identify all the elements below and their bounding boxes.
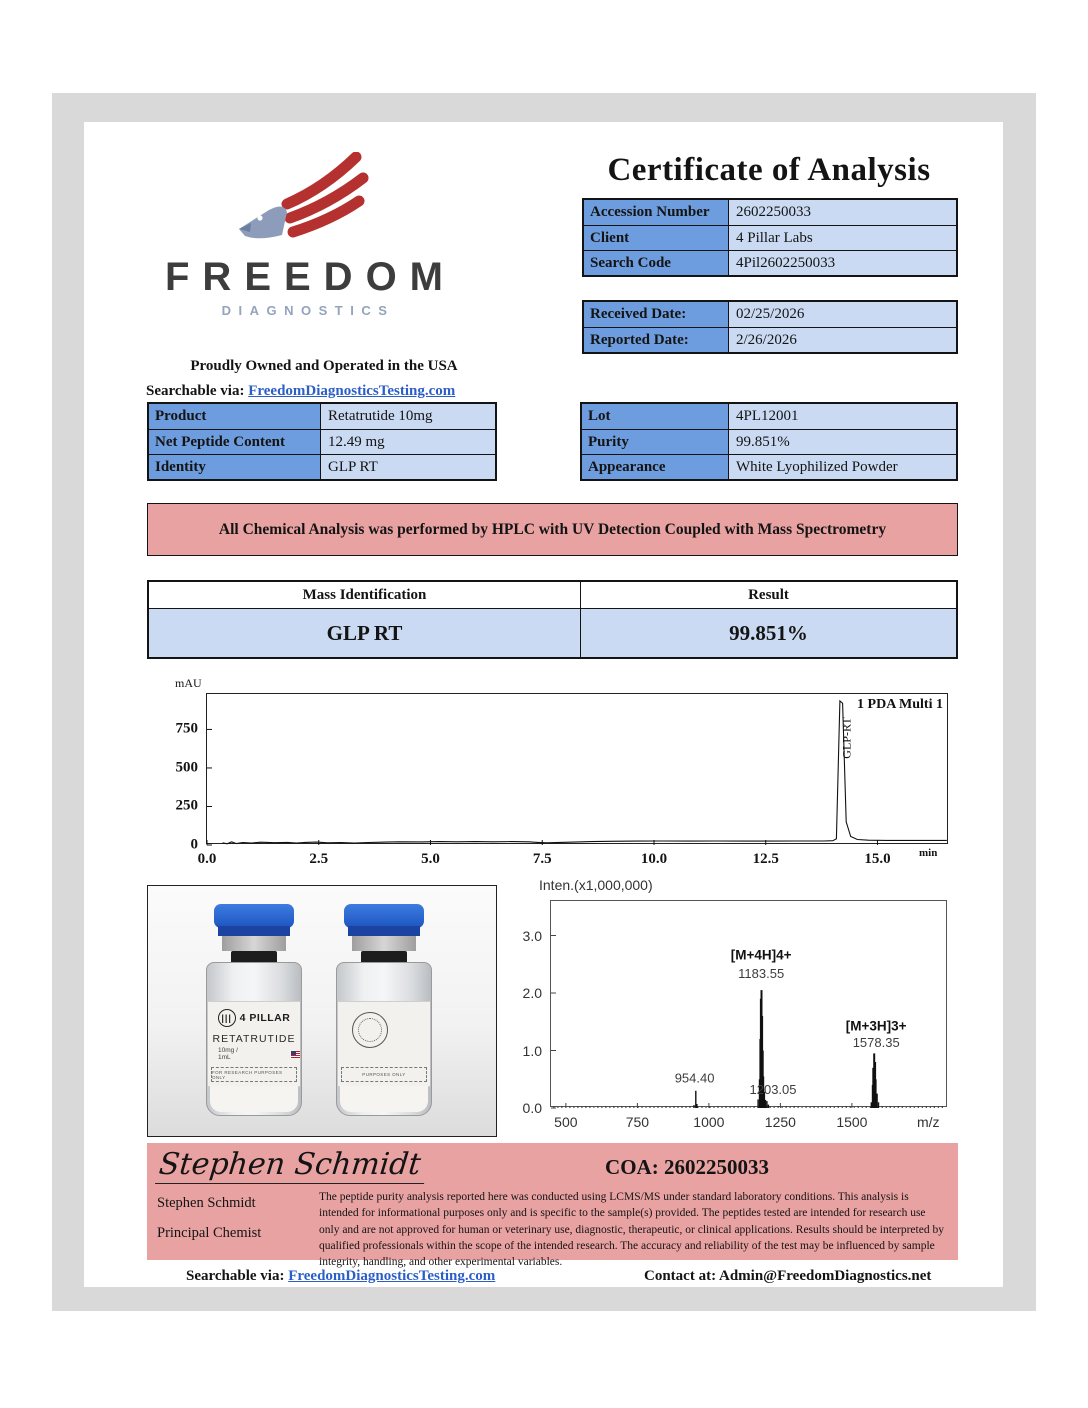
svg-text:1183.55: 1183.55 bbox=[738, 966, 785, 982]
vial-front bbox=[206, 904, 302, 1116]
footer-searchable-link[interactable]: FreedomDiagnosticsTesting.com bbox=[288, 1268, 496, 1284]
y-tick-label: 2.0 bbox=[522, 985, 542, 1001]
chromatogram-y-axis-label: mAU bbox=[175, 676, 202, 690]
svg-text:[M+4H]4+: [M+4H]4+ bbox=[730, 947, 792, 963]
disclaimer-text: The peptide purity analysis reported here was conducted using LCMS/MS under standard laboratory conditions. This analysis is intended for informational purposes only and is specific to the sample(s) provided. The peptides tested are intended for research use only and are not approved for human or veterinary use, diagnostic, therapeutic, or clinical applications. Results should be interpreted by qualified professionals within the scope of the intended research. The accuracy and reliability of the test may be influenced by sample integrity, handling, and other experimental variables. bbox=[319, 1191, 944, 1269]
y-tick-label: 1.0 bbox=[522, 1042, 542, 1059]
y-tick-label: 0.0 bbox=[522, 1100, 542, 1116]
row-value: 4 Pillar Labs bbox=[729, 226, 956, 250]
row-label: Reported Date: bbox=[584, 328, 729, 352]
row-value: 2602250033 bbox=[729, 200, 956, 225]
seal-icon bbox=[352, 1012, 388, 1048]
table-row bbox=[584, 327, 956, 352]
row-label: Appearance bbox=[582, 455, 729, 479]
mass-table-row bbox=[149, 608, 956, 657]
vial-back-label bbox=[338, 1001, 430, 1087]
x-tick-label: 5.0 bbox=[421, 851, 440, 867]
lyophilized-powder bbox=[340, 1086, 428, 1112]
vial-research-note: FOR RESEARCH PURPOSES ONLY bbox=[211, 1067, 297, 1082]
product-vials-photo bbox=[147, 885, 497, 1137]
vial-back bbox=[336, 904, 432, 1116]
eagle-logo-icon bbox=[229, 152, 379, 248]
x-tick-label: 2.5 bbox=[309, 851, 329, 867]
vial-crimp bbox=[222, 936, 286, 951]
footer-searchable bbox=[186, 1268, 495, 1285]
table-row bbox=[149, 454, 495, 479]
row-value: 99.851% bbox=[729, 430, 956, 454]
footer-contact: Contact at: Admin@FreedomDiagnostics.net bbox=[644, 1268, 932, 1284]
y-tick-label: 500 bbox=[175, 759, 198, 776]
table-row bbox=[584, 250, 956, 275]
svg-text:1578.35: 1578.35 bbox=[852, 1035, 900, 1051]
column-header: Mass Identification bbox=[149, 582, 581, 608]
row-value: White Lyophilized Powder bbox=[729, 455, 956, 479]
lot-table bbox=[580, 402, 958, 481]
chemist-name: Stephen Schmidt bbox=[157, 1195, 256, 1211]
vial-cap-rim bbox=[218, 926, 290, 936]
signature-script: Stephen Schmidt bbox=[155, 1147, 428, 1184]
vial-dose: 10mg / 1mL bbox=[218, 1047, 238, 1061]
table-row bbox=[582, 454, 956, 479]
dates-table bbox=[582, 300, 958, 354]
row-label: Accession Number bbox=[584, 200, 729, 225]
svg-text:[M+3H]3+: [M+3H]3+ bbox=[845, 1018, 907, 1034]
vial-product-name: RETATRUTIDE bbox=[212, 1033, 296, 1045]
table-row bbox=[149, 429, 495, 454]
coa-number: COA: 2602250033 bbox=[605, 1155, 769, 1179]
mass-identification-table bbox=[147, 580, 958, 659]
chromatogram-plot bbox=[207, 694, 949, 845]
x-tick-label: 750 bbox=[625, 1114, 650, 1130]
x-tick-label: 7.5 bbox=[532, 851, 552, 867]
svg-text:954.40: 954.40 bbox=[674, 1070, 715, 1086]
brand-subtitle: DIAGNOSTICS bbox=[221, 303, 395, 318]
page-title: Certificate of Analysis bbox=[607, 152, 931, 188]
mass-table-header bbox=[149, 582, 956, 608]
svg-text:GLP-RT: GLP-RT bbox=[839, 717, 854, 759]
x-tick-label: 15.0 bbox=[864, 851, 891, 867]
vial-body bbox=[206, 962, 302, 1116]
row-label: Product bbox=[149, 404, 321, 429]
searchable-link[interactable]: FreedomDiagnosticsTesting.com bbox=[248, 383, 456, 399]
table-row bbox=[582, 429, 956, 454]
product-table bbox=[147, 402, 497, 481]
analysis-method-banner: All Chemical Analysis was performed by HPLC with UV Detection Coupled with Mass Spectrometry bbox=[147, 503, 958, 556]
row-value: 4PL12001 bbox=[729, 404, 956, 429]
mass-id-value: GLP RT bbox=[149, 609, 581, 657]
vial-brand: 4 PILLAR bbox=[239, 1012, 291, 1024]
x-tick-label: 1500 bbox=[836, 1114, 868, 1130]
chromatogram-x-axis-label: min bbox=[919, 847, 938, 859]
mass-spectrum-chart bbox=[522, 877, 947, 1130]
table-row bbox=[584, 200, 956, 225]
x-tick-label: 1250 bbox=[764, 1114, 796, 1130]
certificate-page bbox=[84, 122, 1003, 1287]
x-tick-label: 1000 bbox=[693, 1114, 725, 1130]
x-tick-label: 10.0 bbox=[640, 851, 668, 867]
x-tick-label: 500 bbox=[554, 1114, 578, 1130]
table-row bbox=[584, 225, 956, 250]
row-label: Lot bbox=[582, 404, 729, 429]
spectrum-plot bbox=[551, 901, 948, 1108]
row-value: 2/26/2026 bbox=[729, 328, 956, 352]
row-label: Identity bbox=[149, 455, 321, 479]
spectrum-y-axis-label: Inten.(x1,000,000) bbox=[539, 877, 653, 893]
hplc-chromatogram-chart bbox=[175, 676, 948, 867]
x-tick-label: 0.0 bbox=[197, 851, 217, 867]
company-logo bbox=[144, 152, 464, 318]
signature-block bbox=[147, 1143, 958, 1269]
lyophilized-powder bbox=[210, 1086, 298, 1112]
table-row bbox=[149, 404, 495, 429]
svg-text:1203.05: 1203.05 bbox=[749, 1082, 797, 1098]
x-tick-label: 12.5 bbox=[752, 851, 779, 867]
row-label: Net Peptide Content bbox=[149, 430, 321, 454]
row-label: Purity bbox=[582, 430, 729, 454]
table-row bbox=[584, 302, 956, 327]
brand-name: FREEDOM bbox=[165, 255, 456, 299]
pillar-logo-icon: ||| bbox=[218, 1009, 236, 1027]
result-value: 99.851% bbox=[729, 620, 808, 645]
spectrum-x-axis-label: m/z bbox=[917, 1114, 940, 1130]
us-flag-icon bbox=[291, 1051, 300, 1058]
vial-cap bbox=[214, 904, 294, 928]
vial-crimp bbox=[352, 936, 416, 951]
table-row bbox=[582, 404, 956, 429]
column-header: Result bbox=[748, 586, 789, 603]
y-tick-label: 0 bbox=[190, 836, 198, 853]
footer-searchable-label: Searchable via: bbox=[186, 1268, 285, 1284]
searchable-line bbox=[146, 383, 455, 400]
y-tick-label: 750 bbox=[175, 720, 198, 737]
row-label: Search Code bbox=[584, 251, 729, 275]
vial-cap bbox=[344, 904, 424, 928]
tagline: Proudly Owned and Operated in the USA bbox=[190, 358, 458, 374]
searchable-label: Searchable via: bbox=[146, 383, 245, 399]
svg-text:1 PDA Multi 1: 1 PDA Multi 1 bbox=[857, 697, 943, 712]
accession-info-table bbox=[582, 198, 958, 277]
vial-research-note: PURPOSES ONLY bbox=[341, 1067, 427, 1082]
vial-cap-rim bbox=[348, 926, 420, 936]
vial-body bbox=[336, 962, 432, 1116]
row-value: 4Pil2602250033 bbox=[729, 251, 956, 275]
y-tick-label: 3.0 bbox=[522, 927, 542, 944]
row-value: 02/25/2026 bbox=[729, 302, 956, 327]
row-value: Retatrutide 10mg bbox=[321, 404, 495, 429]
y-tick-label: 250 bbox=[175, 797, 198, 814]
row-label: Client bbox=[584, 226, 729, 250]
row-value: GLP RT bbox=[321, 455, 495, 479]
vial-front-label bbox=[208, 1001, 300, 1087]
row-label: Received Date: bbox=[584, 302, 729, 327]
row-value: 12.49 mg bbox=[321, 430, 495, 454]
chemist-role: Principal Chemist bbox=[157, 1225, 262, 1241]
